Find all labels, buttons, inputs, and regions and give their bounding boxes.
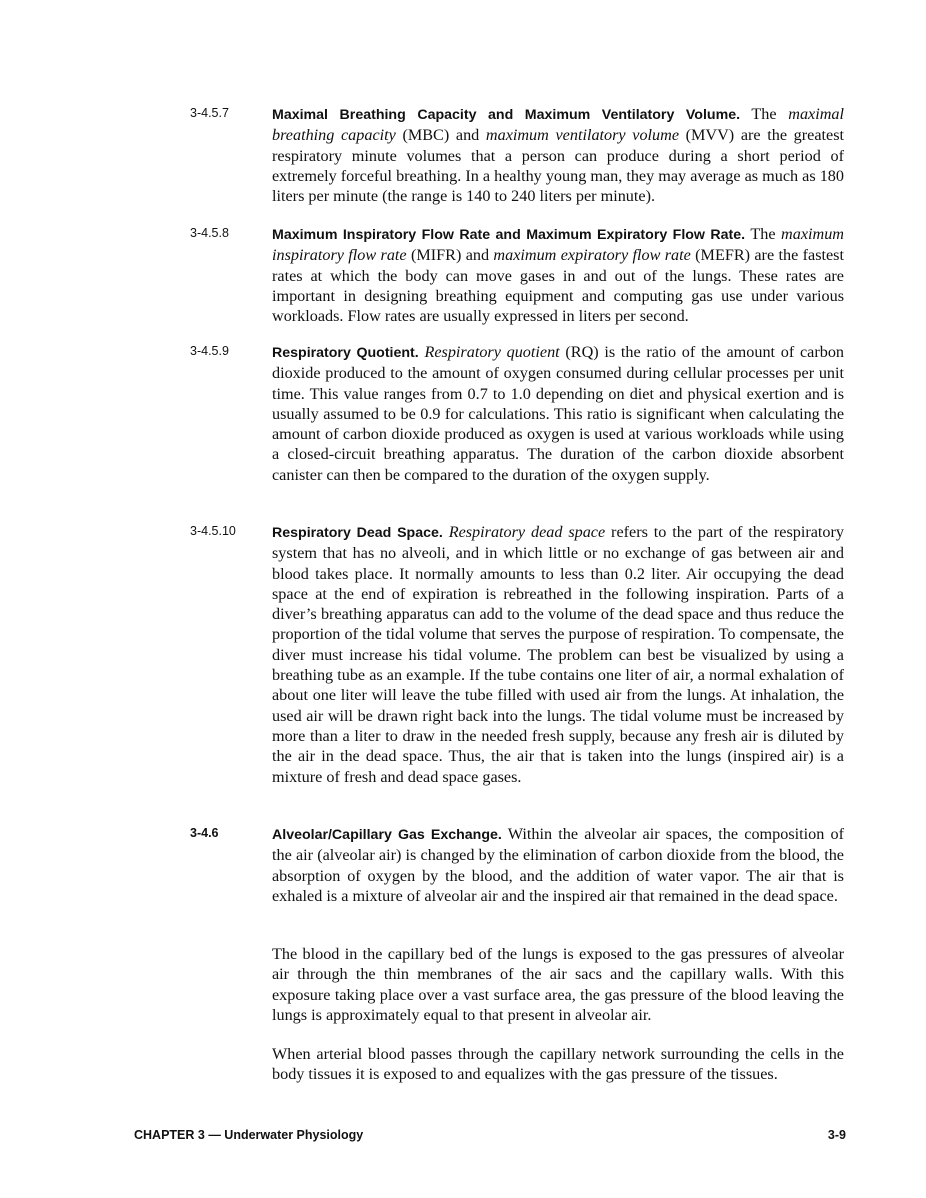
section-body: Alveolar/Capillary Gas Exchange. Within the alveolar air spaces, the composition of the air (alveolar air) is changed by the elimination of carbon dioxide from the blood, the absorption of oxygen by the blood, and the addition of water vapor. The air that is exhaled is a mixture of alveolar air and the inspired air that remained in the dead space. [272,825,844,905]
section-number: 3-4.5.8 [190,226,229,240]
body-paragraph: When arterial blood passes through the capillary network surrounding the cells in the body tissues it is exposed to and equalizes with the gas pressure of the tissues. [272,1045,844,1084]
section-body: Maximal Breathing Capacity and Maximum Ventilatory Volume. The maximal breathing capacity (MBC) and maximum ventilatory volume (MVV) are the greatest respiratory minute volumes that a person can produce during a short period of extremely forceful breathing. In a healthy young man, they may average as much as 180 liters per minute (the range is 140 to 240 liters per minute). [272,105,845,206]
section-body: Maximum Inspiratory Flow Rate and Maximum Expiratory Flow Rate. The maximum inspiratory flow rate (MIFR) and maximum expiratory flow rate (MEFR) are the fastest rates at which the body can move gases in and out of the lungs. These rates are important in designing breathing equipment and computing gas use under various workloads. Flow rates are usually expressed in liters per second. [272,225,844,326]
section-body: Respiratory Quotient. Respiratory quotient (RQ) is the ratio of the amount of carbon dioxide produced to the amount of oxygen consumed during cellular processes per unit time. This value ranges from 0.7 to 1.0 depending on diet and physical exertion and is usually assumed to be 0.9 for calculations. This ratio is significant when calculating the amount of carbon dioxide produced as oxygen is used at various workloads while using a closed-circuit breathing apparatus. The duration of the carbon dioxide absorbent canister can then be compared to the duration of the oxygen supply. [272,343,845,484]
footer-page-number: 3-9 [827,1128,846,1142]
section-heading: Respiratory Quotient. [272,345,419,361]
footer-chapter-title: CHAPTER 3 — Underwater Physiology [134,1128,364,1142]
section-number: 3-4.5.7 [190,106,229,120]
section-3-4-6 [190,824,850,906]
section-heading: Maximum Inspiratory Flow Rate and Maximum Expiratory Flow Rate. [272,227,746,243]
section-3-4-5-9 [190,342,850,485]
section-number: 3-4.6 [190,826,219,840]
section-body: Respiratory Dead Space. Respiratory dead space refers to the part of the respiratory system that has no alveoli, and in which little or no exchange of gas between air and blood takes place. It normally amounts to less than 0.2 liter. Air occupying the dead space at the end of expiration is rebreathed in the following inspiration. Parts of a diver’s breathing apparatus can add to the volume of the dead space and thus reduce the proportion of the tidal volume that serves the purpose of respiration. To compensate, the diver must increase his tidal volume. The problem can best be visualized by using a breathing tube as an example. If the tube contains one liter of air, a normal exhalation of about one liter will leave the tube filled with used air from the lungs. At inhalation, the used air will be drawn right back into the lungs. The tidal volume must be increased by more than a liter to draw in the needed fresh supply, because any fresh air is diluted by the air in the dead space. Thus, the air that is taken into the lungs (inspired air) is a mixture of fresh and dead space gases. [272,523,845,786]
section-heading: Maximal Breathing Capacity and Maximum Ventilatory Volume. [272,107,741,123]
section-heading: Alveolar/Capillary Gas Exchange. [272,827,502,843]
section-3-4-5-7 [190,104,850,206]
section-3-4-5-8 [190,224,850,326]
section-3-4-5-10 [190,522,850,787]
section-heading: Respiratory Dead Space. [272,525,443,541]
section-number: 3-4.5.9 [190,344,229,358]
body-paragraph: The blood in the capillary bed of the lungs is exposed to the gas pressures of alveolar air through the thin membranes of the air sacs and the capillary walls. With this exposure taking place over a vast surface area, the gas pressure of the blood leaving the lungs is approximately equal to that present in alveolar air. [272,945,844,1024]
section-number: 3-4.5.10 [190,524,236,538]
